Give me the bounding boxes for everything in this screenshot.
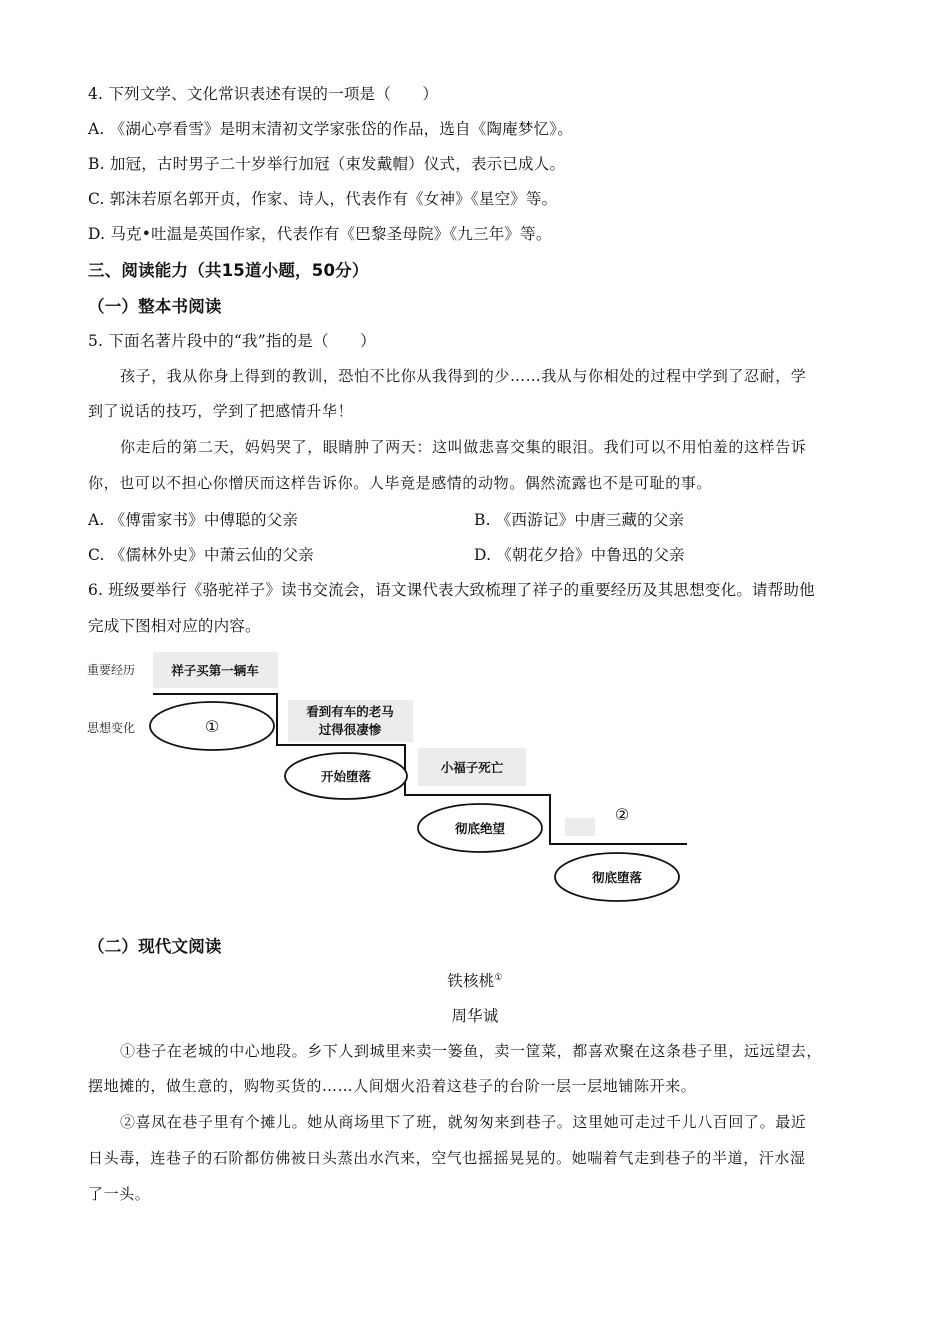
- event-label: 小福子死亡: [440, 760, 504, 775]
- article-author: 周华诚: [451, 1007, 499, 1025]
- event-label: 过得很凄惨: [318, 722, 382, 737]
- q5-option-d: D. 《朝花夕拾》中鲁迅的父亲: [474, 546, 685, 564]
- q5-option-c: C. 《儒林外史》中萧云仙的父亲: [88, 546, 314, 564]
- q5-passage-line: 到了说话的技巧，学到了把感情升华！: [88, 402, 354, 420]
- part1-title: （一）整本书阅读: [88, 297, 222, 316]
- article-paragraph-line: 摆地摊的，做生意的，购物买货的……人间烟火沿着这巷子的台阶一层一层地铺陈开来。: [88, 1077, 697, 1095]
- blank-area: [565, 818, 595, 836]
- q6-stem: 完成下图相对应的内容。: [88, 617, 261, 635]
- q5-passage-line: 你，也可以不担心你憎厌而这样告诉你。人毕竟是感情的动物。偶然流露也不是可耻的事。: [88, 474, 713, 492]
- q5-passage-line: 你走后的第二天，妈妈哭了，眼睛肿了两天：这叫做悲喜交集的眼泪。我们可以不用怕羞的这样告诉: [120, 438, 807, 456]
- q5-option-b: B. 《西游记》中唐三藏的父亲: [474, 511, 685, 529]
- article-title: 铁核桃①: [447, 972, 503, 990]
- q5-passage-line: 孩子，我从你身上得到的教训，恐怕不比你从我得到的少……我从与你相处的过程中学到了忍耐，学: [120, 367, 807, 385]
- thought-label: 彻底绝望: [454, 821, 506, 836]
- thought-label: ①: [204, 717, 220, 736]
- event-label: 看到有车的老马: [306, 704, 394, 719]
- thought-label: 彻底堕落: [591, 870, 643, 885]
- section-title: 三、阅读能力（共15道小题，50分）: [88, 261, 369, 280]
- article-paragraph-line: 日头毒，连巷子的石阶都仿佛被日头蒸出水汽来，空气也摇摇晃晃的。她喘着气走到巷子的半道，汗水湿: [88, 1149, 806, 1167]
- xiangzi-diagram: [85, 648, 695, 908]
- q4-stem: 4. 下列文学、文化常识表述有误的一项是（ ）: [88, 85, 439, 103]
- footnote-mark: ①: [494, 972, 503, 983]
- q4-option-a: A. 《湖心亭看雪》是明末清初文学家张岱的作品，选自《陶庵梦忆》。: [88, 120, 573, 138]
- event-label: ②: [614, 805, 630, 824]
- article-paragraph-line: ①巷子在老城的中心地段。乡下人到城里来卖一篓鱼，卖一筐菜，都喜欢聚在这条巷子里，远远望去，: [120, 1042, 823, 1060]
- event-label: 祥子买第一辆车: [171, 663, 259, 678]
- article-paragraph-line: ②喜凤在巷子里有个摊儿。她从商场里下了班，就匆匆来到巷子。这里她可走过千儿八百回了。最近: [120, 1113, 807, 1131]
- thought-label: 开始堕落: [320, 769, 372, 784]
- q5-stem: 5. 下面名著片段中的“我”指的是（ ）: [88, 332, 376, 350]
- row-label-events: 重要经历: [87, 663, 136, 677]
- row-label-thoughts: 思想变化: [87, 721, 136, 735]
- q6-stem: 6. 班级要举行《骆驼祥子》读书交流会，语文课代表大致梳理了祥子的重要经历及其思想变化。请帮助他: [88, 581, 815, 599]
- part2-title: （二）现代文阅读: [88, 937, 222, 956]
- article-paragraph-line: 了一头。: [88, 1185, 151, 1203]
- q4-option-c: C. 郭沫若原名郭开贞，作家、诗人，代表作有《女神》《星空》等。: [88, 190, 558, 208]
- q4-option-b: B. 加冠，古时男子二十岁举行加冠（束发戴帽）仪式，表示已成人。: [88, 155, 566, 173]
- q4-option-d: D. 马克•吐温是英国作家，代表作有《巴黎圣母院》《九三年》等。: [88, 225, 552, 243]
- q5-option-a: A. 《傅雷家书》中傅聪的父亲: [88, 511, 299, 529]
